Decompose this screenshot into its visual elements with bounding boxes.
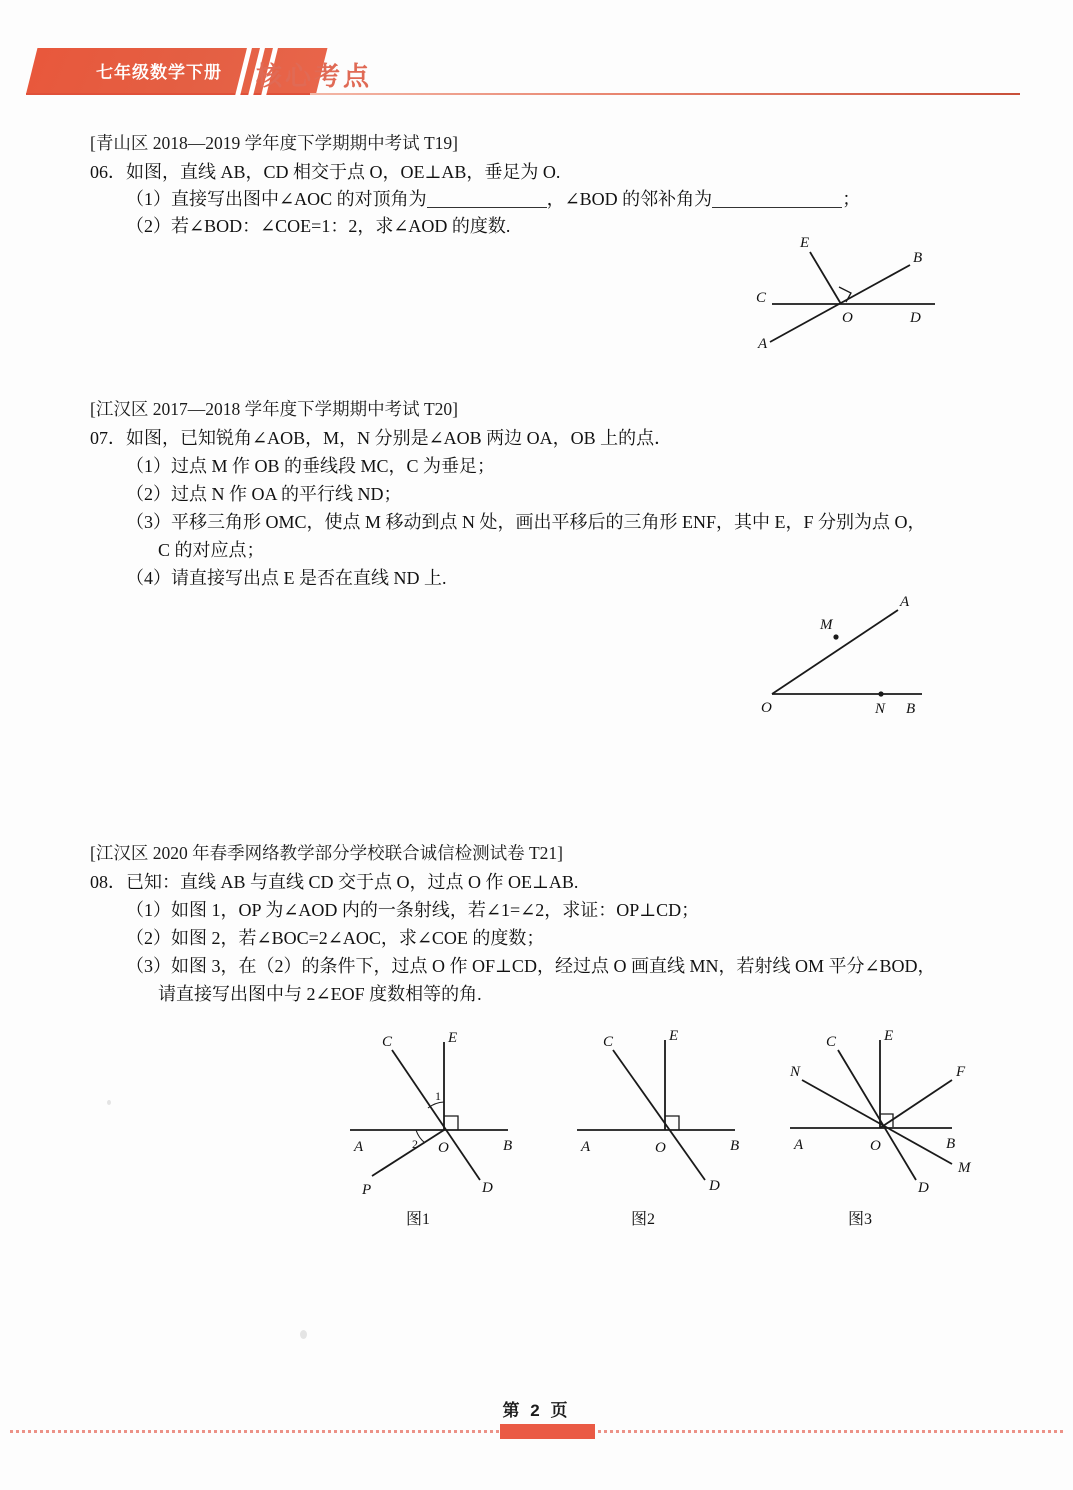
problem-07-stem-text: 如图，已知锐角∠AOB，M，N 分别是∠AOB 两边 OA，OB 上的点． xyxy=(126,428,673,448)
problem-08-number: 08． xyxy=(90,872,126,892)
fig3-label-O: O xyxy=(870,1138,881,1154)
fig1-label-B: B xyxy=(503,1138,513,1154)
problem-07-number: 07． xyxy=(90,428,126,448)
problem-07-source: [江汉区 2017—2018 学年度下学期期中考试 T20] xyxy=(90,399,458,419)
fig1-label-C: C xyxy=(382,1034,393,1050)
fig1-label-P: P xyxy=(362,1182,372,1198)
problem-08-stem-text: 已知：直线 AB 与直线 CD 交于点 O，过点 O 作 OE⊥AB. xyxy=(126,872,579,892)
fig07-label-O: O xyxy=(761,700,772,716)
problem-06-stem-text: 如图，直线 AB，CD 相交于点 O，OE⊥AB，垂足为 O. xyxy=(126,162,561,182)
problem-08-part-3: （3）如图 3，在（2）的条件下，过点 O 作 OF⊥CD，经过点 O 画直线 MN，若射线 OM 平分∠BOD， xyxy=(126,956,936,976)
fig3-label-F: F xyxy=(956,1064,966,1080)
fig1-angle-label-2: 2 xyxy=(412,1137,418,1151)
fig06-label-C: C xyxy=(756,290,767,306)
scan-artifact xyxy=(107,1100,111,1105)
fig07-label-B: B xyxy=(906,701,916,717)
fig07-label-N: N xyxy=(875,701,886,717)
problem-07-stem xyxy=(90,424,672,450)
problem-06-number: 06． xyxy=(90,162,126,182)
fig3-label-E: E xyxy=(884,1028,894,1044)
problem-06-part-2: （2）若∠BOD：∠COE=1：2，求∠AOD 的度数. xyxy=(126,216,511,236)
page-number: 第 2 页 xyxy=(502,1401,571,1420)
figure-problem-07 xyxy=(750,592,950,727)
fig06-label-E: E xyxy=(800,235,810,251)
fig07-label-M: M xyxy=(820,617,833,633)
fig3-label-M: M xyxy=(958,1160,971,1176)
figure-2 xyxy=(565,1024,765,1228)
footer-accent-bar xyxy=(500,1424,595,1439)
fig3-label-B: B xyxy=(946,1136,956,1152)
fig3-label-D: D xyxy=(918,1180,929,1196)
problem-06-part-1-text-c: ； xyxy=(842,189,861,209)
problem-06-part-1 xyxy=(126,185,860,211)
problem-08-stem xyxy=(90,868,578,894)
figure-2-caption: 图2 xyxy=(631,1211,656,1228)
problem-07-part-4: （4）请直接写出点 E 是否在直线 ND 上. xyxy=(126,568,447,588)
problem-08-part-1: （1）如图 1，OP 为∠AOD 内的一条射线，若∠1=∠2，求证：OP⊥CD； xyxy=(126,900,700,920)
fig06-label-O: O xyxy=(842,310,853,326)
fig2-label-A: A xyxy=(581,1139,591,1155)
fig1-label-O: O xyxy=(438,1140,449,1156)
fig06-label-B: B xyxy=(913,250,923,266)
header-rule-right xyxy=(310,93,1020,95)
figure-3 xyxy=(780,1024,990,1228)
problem-07-part-3-cont: C 的对应点； xyxy=(158,540,265,560)
scan-artifact xyxy=(300,1330,307,1339)
fig1-angle-label-1: 1 xyxy=(435,1089,441,1103)
problem-06-part-1-text-b: ，∠BOD 的邻补角为 xyxy=(546,189,713,209)
problem-06-stem xyxy=(90,158,560,184)
fig3-label-A: A xyxy=(794,1137,804,1153)
figure-3-caption: 图3 xyxy=(848,1211,873,1228)
problem-07-part-2: （2）过点 N 作 OA 的平行线 ND； xyxy=(126,484,402,504)
fig2-label-C: C xyxy=(603,1034,614,1050)
fig1-label-A: A xyxy=(354,1139,364,1155)
fig1-label-E: E xyxy=(448,1030,458,1046)
fig2-label-O: O xyxy=(655,1140,666,1156)
figure-1-caption: 图1 xyxy=(406,1211,431,1228)
answer-blank-2[interactable] xyxy=(712,207,842,208)
fig07-label-A: A xyxy=(900,594,910,610)
fig3-label-C: C xyxy=(826,1034,837,1050)
problem-07-part-3: （3）平移三角形 OMC，使点 M 移动到点 N 处，画出平移后的三角形 ENF，其中 E，F 分别为点 O， xyxy=(126,512,926,532)
figure-problem-06 xyxy=(750,232,960,357)
fig2-label-E: E xyxy=(669,1028,679,1044)
fig3-label-N: N xyxy=(790,1064,801,1080)
fig06-label-A: A xyxy=(758,336,768,352)
fig06-label-D: D xyxy=(910,310,921,326)
header-banner-label: 七年级数学下册 xyxy=(96,63,222,82)
fig2-label-D: D xyxy=(709,1178,720,1194)
section-title: 核心考点 xyxy=(256,61,373,91)
problem-07-part-1: （1）过点 M 作 OB 的垂线段 MC，C 为垂足； xyxy=(126,456,496,476)
fig1-label-D: D xyxy=(482,1180,493,1196)
fig2-label-B: B xyxy=(730,1138,740,1154)
problem-08-part-2: （2）如图 2，若∠BOC=2∠AOC，求∠COE 的度数； xyxy=(126,928,545,948)
problem-06-part-1-text-a: （1）直接写出图中∠AOC 的对顶角为 xyxy=(126,189,427,209)
figure-1 xyxy=(340,1024,540,1228)
problem-08-source: [江汉区 2020 年春季网络教学部分学校联合诚信检测试卷 T21] xyxy=(90,843,563,863)
problem-06-source: [青山区 2018—2019 学年度下学期期中考试 T19] xyxy=(90,133,458,153)
problem-08-part-3-cont: 请直接写出图中与 2∠EOF 度数相等的角. xyxy=(158,984,482,1004)
answer-blank-1[interactable] xyxy=(427,207,547,208)
